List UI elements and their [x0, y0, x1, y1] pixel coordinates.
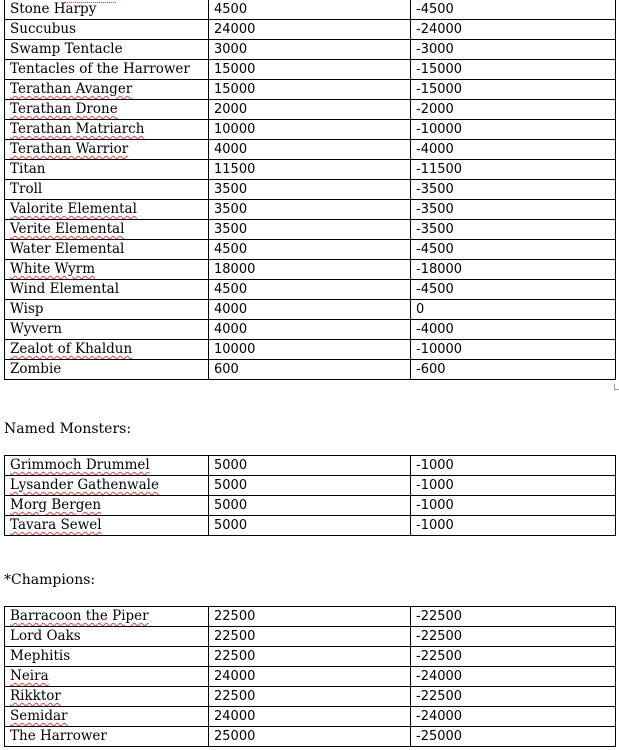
- table-row: [5, 320, 616, 340]
- name-text: Terathan Matriarch: [10, 121, 145, 137]
- modifier-cell[interactable]: -24000: [411, 667, 616, 687]
- value-cell[interactable]: 11500: [209, 160, 411, 180]
- modifier-cell[interactable]: -4500: [411, 0, 616, 20]
- table-row: [5, 120, 616, 140]
- modifier-cell[interactable]: -3500: [411, 220, 616, 240]
- name-text: White Wyrm: [10, 261, 96, 277]
- modifier-cell[interactable]: -15000: [411, 80, 616, 100]
- modifier-cell[interactable]: -4500: [411, 240, 616, 260]
- modifier-cell[interactable]: -4500: [411, 280, 616, 300]
- name-text: Lord Oaks: [10, 628, 81, 644]
- name-text: Troll: [10, 181, 43, 197]
- table-row: [5, 516, 616, 536]
- table-row: [5, 607, 616, 627]
- name-text: Tavara Sewel: [10, 517, 102, 533]
- monsters-table: [4, 0, 616, 380]
- name-text: Titan: [10, 161, 46, 177]
- table-row: [5, 360, 616, 380]
- value-cell[interactable]: 5000: [209, 476, 411, 496]
- value-cell[interactable]: 5000: [209, 516, 411, 536]
- table-row: [5, 707, 616, 727]
- name-cell[interactable]: [5, 647, 209, 667]
- name-text: Terathan Drone: [10, 101, 118, 117]
- value-cell[interactable]: 600: [209, 360, 411, 380]
- name-text: Semidar: [10, 708, 68, 724]
- name-text: Grimmoch Drummel: [10, 457, 150, 473]
- named-monsters-heading: Named Monsters:: [4, 421, 132, 437]
- table-row: [5, 300, 616, 320]
- name-cell[interactable]: [5, 607, 209, 627]
- name-cell[interactable]: [5, 80, 209, 100]
- value-cell[interactable]: 22500: [209, 647, 411, 667]
- modifier-cell[interactable]: -3000: [411, 40, 616, 60]
- modifier-cell[interactable]: -22500: [411, 607, 616, 627]
- value-cell[interactable]: 4000: [209, 300, 411, 320]
- value-cell[interactable]: 22500: [209, 607, 411, 627]
- modifier-cell[interactable]: -15000: [411, 60, 616, 80]
- name-text: Verite Elemental: [10, 221, 125, 237]
- name-text: Succubus: [10, 21, 77, 37]
- name-cell[interactable]: [5, 20, 209, 40]
- table-row: [5, 260, 616, 280]
- modifier-cell[interactable]: -4000: [411, 140, 616, 160]
- name-cell[interactable]: [5, 516, 209, 536]
- modifier-cell[interactable]: -2000: [411, 100, 616, 120]
- name-text: Terathan Warrior: [10, 141, 129, 157]
- name-cell[interactable]: [5, 456, 209, 476]
- modifier-cell[interactable]: 0: [411, 300, 616, 320]
- value-cell[interactable]: 4500: [209, 280, 411, 300]
- value-cell[interactable]: 22500: [209, 687, 411, 707]
- name-cell[interactable]: [5, 260, 209, 280]
- name-text: Morg Bergen: [10, 497, 102, 513]
- value-cell[interactable]: 24000: [209, 20, 411, 40]
- value-cell[interactable]: 10000: [209, 120, 411, 140]
- table-row: [5, 200, 616, 220]
- name-cell[interactable]: [5, 476, 209, 496]
- name-text: The Harrower: [10, 728, 107, 744]
- table-row: [5, 220, 616, 240]
- name-text: Rikktor: [10, 688, 61, 704]
- modifier-cell[interactable]: -18000: [411, 260, 616, 280]
- table-row: [5, 180, 616, 200]
- name-cell[interactable]: [5, 60, 209, 80]
- name-cell[interactable]: [5, 220, 209, 240]
- modifier-cell[interactable]: -22500: [411, 687, 616, 707]
- name-text: Wisp: [10, 301, 44, 317]
- name-cell[interactable]: [5, 707, 209, 727]
- modifier-cell[interactable]: -4000: [411, 320, 616, 340]
- name-cell[interactable]: [5, 667, 209, 687]
- value-cell[interactable]: 4500: [209, 240, 411, 260]
- value-cell[interactable]: 3500: [209, 200, 411, 220]
- table-row: [5, 20, 616, 40]
- name-cell[interactable]: [5, 40, 209, 60]
- modifier-cell[interactable]: -1000: [411, 456, 616, 476]
- name-cell[interactable]: [5, 100, 209, 120]
- table-row: [5, 456, 616, 476]
- table-row: [5, 240, 616, 260]
- name-text: Barracoon the Piper: [10, 608, 149, 624]
- table-row: [5, 160, 616, 180]
- name-cell[interactable]: [5, 180, 209, 200]
- name-cell[interactable]: [5, 240, 209, 260]
- value-cell[interactable]: 4000: [209, 140, 411, 160]
- name-cell[interactable]: [5, 727, 209, 747]
- table-row: [5, 40, 616, 60]
- modifier-cell[interactable]: -22500: [411, 647, 616, 667]
- value-cell[interactable]: 18000: [209, 260, 411, 280]
- name-text: Tentacles of the Harrower: [10, 61, 190, 77]
- modifier-cell[interactable]: -600: [411, 360, 616, 380]
- name-cell[interactable]: [5, 627, 209, 647]
- modifier-cell[interactable]: -24000: [411, 707, 616, 727]
- name-cell[interactable]: [5, 140, 209, 160]
- name-text: Valorite Elemental: [10, 201, 137, 217]
- table-row: [5, 80, 616, 100]
- modifier-cell[interactable]: -1000: [411, 516, 616, 536]
- name-cell[interactable]: [5, 687, 209, 707]
- name-text: Zombie: [10, 361, 62, 377]
- table-row: [5, 647, 616, 667]
- value-cell[interactable]: 3500: [209, 220, 411, 240]
- table-row: [5, 340, 616, 360]
- value-cell[interactable]: 15000: [209, 60, 411, 80]
- name-text: Terathan Avanger: [10, 81, 133, 97]
- name-text: Stone Harpy: [10, 1, 97, 17]
- named-monsters-table: [4, 455, 616, 536]
- modifier-cell[interactable]: -22500: [411, 627, 616, 647]
- table-row: [5, 140, 616, 160]
- name-cell[interactable]: [5, 120, 209, 140]
- value-cell[interactable]: 5000: [209, 496, 411, 516]
- name-cell[interactable]: [5, 0, 209, 20]
- table-row: [5, 667, 616, 687]
- value-cell[interactable]: 24000: [209, 707, 411, 727]
- value-cell[interactable]: 25000: [209, 727, 411, 747]
- name-cell[interactable]: [5, 340, 209, 360]
- table-row: [5, 100, 616, 120]
- table-row: [5, 476, 616, 496]
- name-text: Mephitis: [10, 648, 71, 664]
- table-row: [5, 496, 616, 516]
- name-cell[interactable]: [5, 320, 209, 340]
- value-cell[interactable]: 3000: [209, 40, 411, 60]
- value-cell[interactable]: 4000: [209, 320, 411, 340]
- modifier-cell[interactable]: -1000: [411, 476, 616, 496]
- modifier-cell[interactable]: -10000: [411, 120, 616, 140]
- modifier-cell[interactable]: -25000: [411, 727, 616, 747]
- champions-heading: *Champions:: [4, 572, 96, 588]
- name-text: Wind Elemental: [10, 281, 120, 297]
- name-cell[interactable]: [5, 300, 209, 320]
- name-text: Neira: [10, 668, 49, 684]
- modifier-cell[interactable]: -10000: [411, 340, 616, 360]
- name-cell[interactable]: [5, 280, 209, 300]
- value-cell[interactable]: 5000: [209, 456, 411, 476]
- modifier-cell[interactable]: -11500: [411, 160, 616, 180]
- name-cell[interactable]: [5, 200, 209, 220]
- table-row: [5, 60, 616, 80]
- modifier-cell[interactable]: -3500: [411, 180, 616, 200]
- name-cell[interactable]: [5, 496, 209, 516]
- value-cell[interactable]: 15000: [209, 80, 411, 100]
- modifier-cell[interactable]: -24000: [411, 20, 616, 40]
- modifier-cell[interactable]: -3500: [411, 200, 616, 220]
- modifier-cell[interactable]: -1000: [411, 496, 616, 516]
- table-row: [5, 0, 616, 20]
- name-cell[interactable]: [5, 160, 209, 180]
- value-cell[interactable]: 3500: [209, 180, 411, 200]
- value-cell[interactable]: 4500: [209, 0, 411, 20]
- name-text: Zealot of Khaldun: [10, 341, 133, 357]
- table-row: [5, 727, 616, 747]
- champions-table: [4, 606, 616, 747]
- value-cell[interactable]: 24000: [209, 667, 411, 687]
- table-resize-handle[interactable]: [614, 384, 619, 390]
- name-text: Water Elemental: [10, 241, 125, 257]
- name-text: Lysander Gathenwale: [10, 477, 159, 493]
- value-cell[interactable]: 10000: [209, 340, 411, 360]
- name-cell[interactable]: [5, 360, 209, 380]
- table-row: [5, 627, 616, 647]
- value-cell[interactable]: 22500: [209, 627, 411, 647]
- value-cell[interactable]: 2000: [209, 100, 411, 120]
- table-row: [5, 687, 616, 707]
- name-text: Swamp Tentacle: [10, 41, 123, 57]
- name-text: Wyvern: [10, 321, 62, 337]
- table-row: [5, 280, 616, 300]
